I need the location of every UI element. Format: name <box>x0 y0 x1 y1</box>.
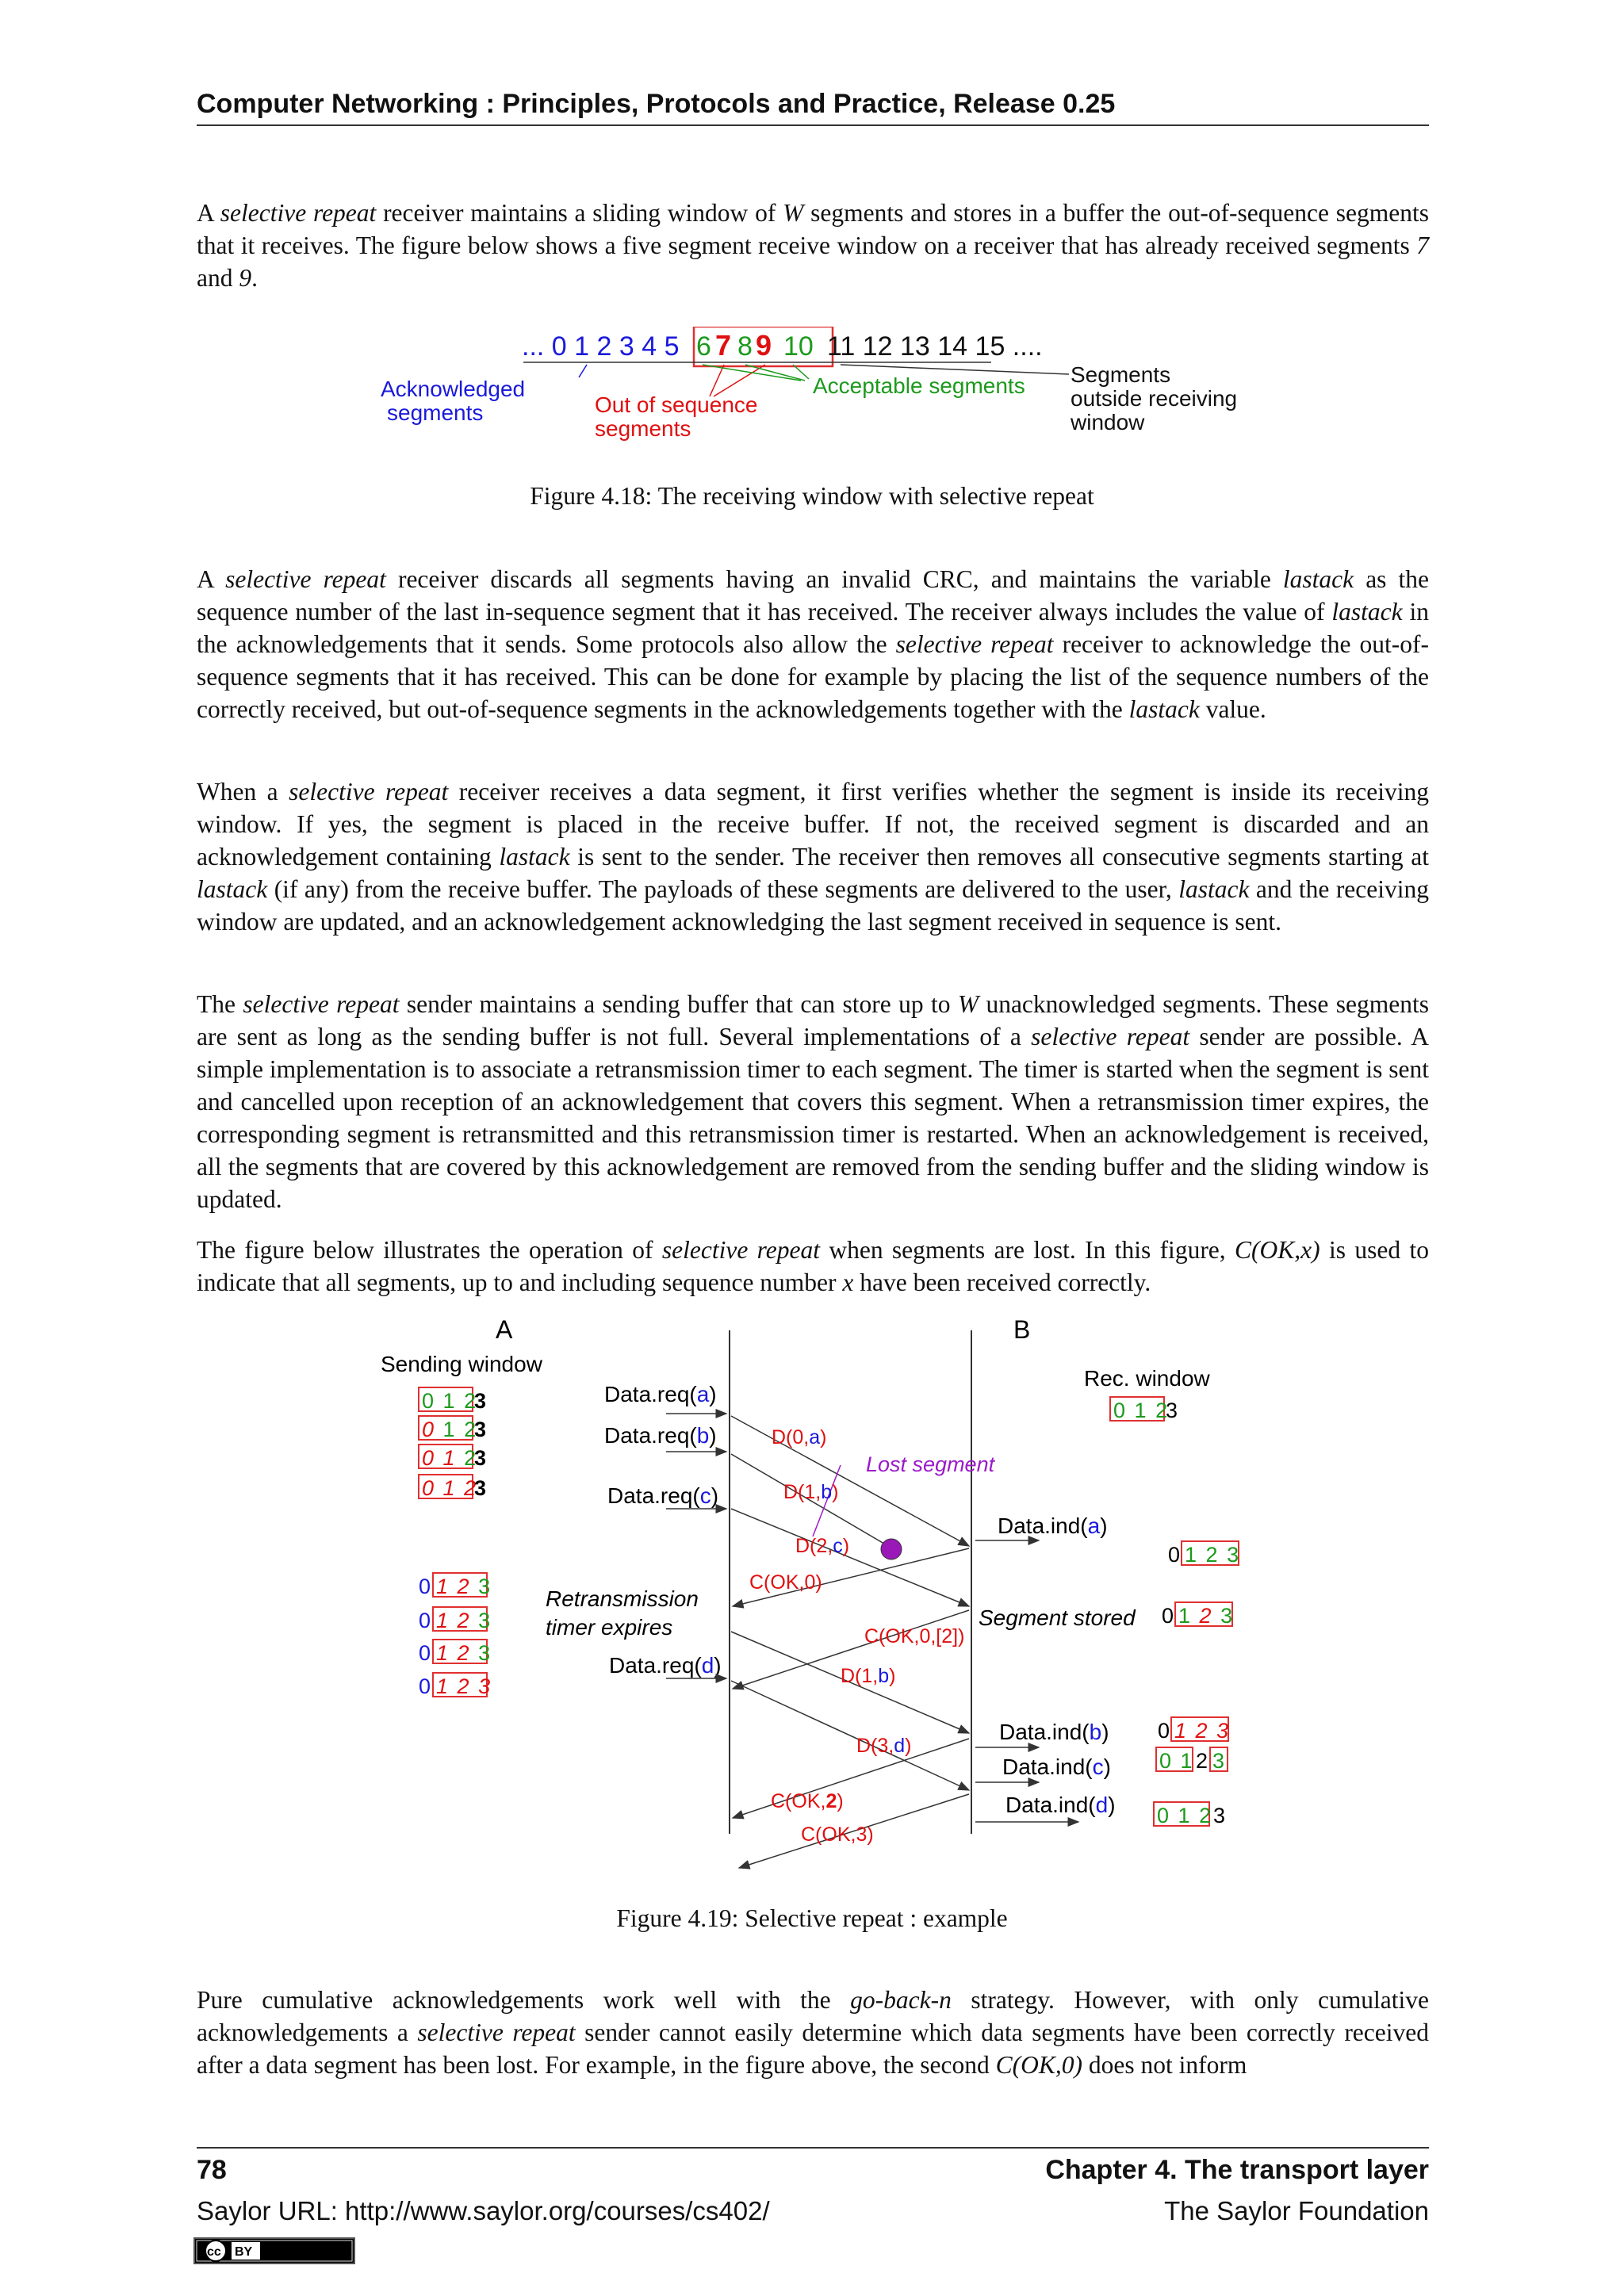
svg-text:1 2 3: 1 2 3 <box>1174 1719 1231 1743</box>
svg-text:1 2 3: 1 2 3 <box>1185 1543 1241 1567</box>
cc-logo: cc <box>207 2245 221 2259</box>
paragraph-5: The figure below illustrates the operation of selective repeat when segments are lost. In this figure, C(OK,x) is used to indicate that all segments, up to and including sequence number x have been received correctly. <box>197 1236 1429 1296</box>
figure-4-18-caption: Figure 4.18: The receiving window with selective repeat <box>530 482 1094 510</box>
sending-window-state-4 <box>419 1475 486 1500</box>
seq-10: 10 <box>783 331 814 362</box>
svg-text:0 1 2: 0 1 2 <box>422 1418 478 1441</box>
running-header: Computer Networking : Principles, Protocols and Practice, Release 0.25 <box>197 89 1429 126</box>
svg-text:0 1 2: 0 1 2 <box>1113 1399 1170 1422</box>
msg-cok0-label: C(OK,0) <box>749 1571 822 1594</box>
svg-text:3: 3 <box>1166 1399 1178 1422</box>
data-req-b: Data.req(b) <box>604 1423 717 1448</box>
seq-9: 9 <box>756 329 772 362</box>
msg-d1b-retrans-label: D(1,b) <box>841 1665 896 1687</box>
svg-text:1 2 3: 1 2 3 <box>436 1609 492 1632</box>
svg-text:0: 0 <box>1158 1719 1170 1743</box>
figure-4-19-caption: Figure 4.19: Selective repeat : example <box>616 1904 1008 1932</box>
msg-d2c-label: D(2,c) <box>795 1535 850 1557</box>
svg-text:0: 0 <box>1162 1604 1174 1628</box>
data-ind-b: Data.ind(b) <box>999 1720 1109 1744</box>
sending-window-state-5 <box>419 1573 492 1598</box>
rec-window-label: Rec. window <box>1084 1366 1210 1391</box>
sending-window-state-3 <box>419 1445 486 1470</box>
selective-repeat-figure <box>365 1314 1261 1877</box>
svg-text:0: 0 <box>419 1674 431 1698</box>
svg-text:1 2 3: 1 2 3 <box>436 1575 492 1598</box>
segment-stored-label: Segment stored <box>979 1605 1136 1630</box>
saylor-foundation: The Saylor Foundation <box>1164 2196 1429 2225</box>
svg-text:0 1 2: 0 1 2 <box>1157 1804 1213 1827</box>
retransmission-label-1: Retransmission <box>546 1586 699 1611</box>
msg-cok2-label: C(OK,2) <box>771 1790 844 1812</box>
paragraph-4: The selective repeat sender maintains a sending buffer that can store up to W unacknowledged segments. These segments are sent as long as the sending buffer is not full. Several implementations of a selective repeat sender are possible. A simple implementation is to associate a retransmission timer to each segment. The timer is started when the segment is sent and cancelled upon reception of an acknowledgement that covers this segment. When a retransmission timer expires, the corresponding segment is retransmitted and this retransmission timer is restarted. When an acknowledgement is received, all the segments that are covered by this acknowledgement are removed from the sending buffer and the sliding window is updated. <box>197 990 1429 1213</box>
msg-d0a-line <box>731 1416 969 1546</box>
rec-window-state-1 <box>1110 1397 1178 1422</box>
label-out-of-sequence: Out of sequence <box>595 392 758 417</box>
paragraph-2: A selective repeat receiver discards all segments having an invalid CRC, and maintains the variable lastack as the sequence number of the last in-sequence segment that it has received. The receiver always includes the value of lastack in the acknowledgements that it sends. Some protocols also allow the selective repeat receiver to acknowledge the out-of-sequence segments that it has received. This can be done for example by placing the list of the sequence numbers of the correctly received, but out-of-sequence segments in the acknowledgements together with the lastack value. <box>197 565 1429 723</box>
label-out-of-sequence-2: segments <box>595 416 691 441</box>
page-number: 78 <box>197 2155 227 2185</box>
svg-text:1 2 3: 1 2 3 <box>436 1674 492 1698</box>
label-outside-2: outside receiving <box>1071 386 1238 411</box>
rec-window-state-4 <box>1158 1717 1230 1743</box>
data-req-a: Data.req(a) <box>604 1382 717 1406</box>
sending-window-state-1 <box>419 1387 486 1413</box>
data-ind-d: Data.ind(d) <box>1005 1793 1116 1817</box>
lost-segment-dot <box>881 1539 902 1559</box>
receiving-window-figure <box>357 327 1269 453</box>
svg-text:0 1 2: 0 1 2 <box>422 1446 478 1470</box>
svg-text:3: 3 <box>1212 1749 1225 1773</box>
msg-d0a-label: D(0,a) <box>772 1426 827 1448</box>
msg-cok02-label: C(OK,0,[2]) <box>864 1625 965 1647</box>
rec-window-state-5 <box>1156 1747 1228 1773</box>
msg-d3d-line <box>731 1681 969 1790</box>
paragraph-3: When a selective repeat receiver receives a data segment, it first verifies whether the segment is inside its receiving window. If yes, the segment is placed in the receive buffer. If not, the received segment is discarded and an acknowledgement containing lastack is sent to the sender. The receiver then removes all consecutive segments starting at lastack (if any) from the receive buffer. The payloads of these segments are delivered to the user, lastack and the receiving window are updated, and an acknowledgement acknowledging the last segment received in sequence is sent. <box>197 778 1430 936</box>
svg-text:0: 0 <box>1168 1543 1181 1567</box>
label-outside-3: window <box>1071 410 1145 434</box>
seq-7: 7 <box>715 329 732 362</box>
msg-d3d-label: D(3,d) <box>856 1735 912 1757</box>
footer-rule <box>197 2147 1429 2149</box>
host-b-label: B <box>1013 1315 1031 1344</box>
cc-by-license-icon[interactable] <box>193 2237 355 2264</box>
rec-window-state-2 <box>1168 1541 1240 1567</box>
label-acceptable: Acceptable segments <box>813 373 1025 398</box>
retransmission-label-2: timer expires <box>546 1615 673 1640</box>
svg-text:3: 3 <box>474 1389 487 1413</box>
paragraph-6: Pure cumulative acknowledgements work well with the go-back-n strategy. However, with only cumulative acknowledgements a selective repeat sender cannot easily determine which data segments have been correctly received after a data segment has been lost. For example, in the figure above, the second C(OK,0) does not inform <box>197 1986 1429 2079</box>
svg-text:0: 0 <box>419 1609 431 1632</box>
msg-cok3-label: C(OK,3) <box>801 1823 874 1846</box>
label-acknowledged-2: segments <box>387 400 484 425</box>
rec-window-state-3 <box>1162 1602 1234 1628</box>
sending-window-state-2 <box>419 1416 486 1441</box>
chapter-title: Chapter 4. The transport layer <box>1045 2155 1429 2185</box>
svg-text:0: 0 <box>419 1641 431 1665</box>
svg-text:3: 3 <box>474 1418 487 1441</box>
svg-text:3: 3 <box>474 1476 487 1500</box>
host-a-label: A <box>496 1315 513 1344</box>
outside-seq: 11 12 13 14 15 .... <box>827 331 1043 362</box>
saylor-url: Saylor URL: http://www.saylor.org/courses/cs402/ <box>197 2196 770 2225</box>
sending-window-state-7 <box>419 1640 492 1665</box>
label-acknowledged: Acknowledged <box>381 377 526 401</box>
svg-text:0 1 2: 0 1 2 <box>422 1389 478 1413</box>
msg-d1b-label: D(1,b) <box>783 1481 839 1503</box>
svg-text:0: 0 <box>419 1575 431 1598</box>
seq-8: 8 <box>737 331 753 362</box>
paragraph-1: A selective repeat receiver maintains a sliding window of W segments and stores in a buffer the out-of-sequence segments that it receives. The figure below shows a five segment receive window on a receiver that has already received segments 7 and 9. <box>197 199 1429 292</box>
label-outside-1: Segments <box>1071 362 1171 387</box>
data-ind-a: Data.ind(a) <box>998 1513 1108 1538</box>
lost-segment-label: Lost segment <box>866 1452 995 1476</box>
data-req-d: Data.req(d) <box>609 1653 722 1678</box>
svg-text:3: 3 <box>1213 1804 1226 1827</box>
svg-text:0 1: 0 1 <box>1159 1749 1194 1773</box>
sending-window-state-6 <box>419 1607 492 1632</box>
svg-text:1 2 3: 1 2 3 <box>1178 1604 1235 1628</box>
data-ind-c: Data.ind(c) <box>1002 1755 1111 1779</box>
svg-text:0 1 2: 0 1 2 <box>422 1476 478 1500</box>
sending-window-state-8 <box>419 1673 492 1698</box>
svg-text:1 2 3: 1 2 3 <box>436 1641 492 1665</box>
svg-text:2: 2 <box>1196 1749 1208 1773</box>
seq-6: 6 <box>696 331 711 362</box>
svg-text:3: 3 <box>474 1446 487 1470</box>
data-req-c: Data.req(c) <box>607 1483 719 1508</box>
rec-window-state-6 <box>1154 1802 1225 1827</box>
sending-window-label: Sending window <box>381 1352 542 1376</box>
cc-by-text: BY <box>235 2245 253 2259</box>
acknowledged-seq: ... 0 1 2 3 4 5 <box>522 331 680 362</box>
